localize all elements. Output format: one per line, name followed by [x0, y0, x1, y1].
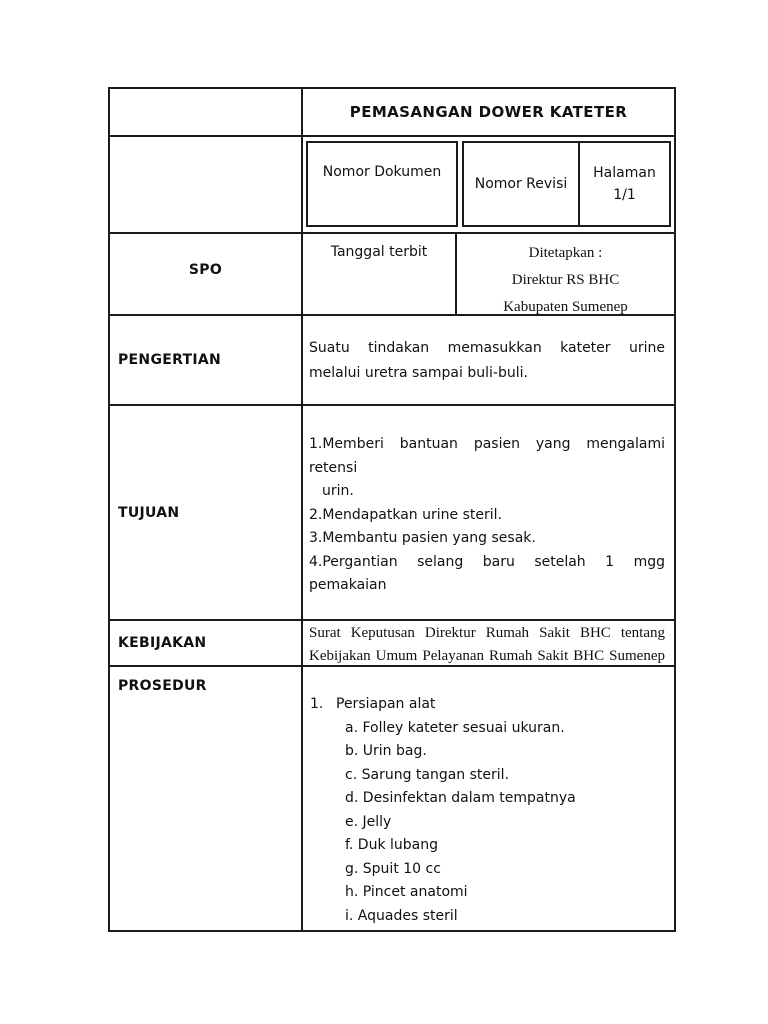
ditetapkan-line-1: Ditetapkan : — [528, 245, 603, 261]
prosedur-item: h. Pincet anatomi — [345, 884, 468, 900]
title-cell — [303, 89, 674, 135]
tujuan-line: 2.Mendapatkan urine steril. — [309, 506, 502, 523]
prosedur-step-text: Persiapan alat — [336, 696, 436, 712]
prosedur-item: c. Sarung tangan steril. — [345, 766, 510, 783]
spo-row — [110, 232, 674, 314]
revisi-halaman-box — [462, 141, 671, 227]
tanggal-terbit-label: Tanggal terbit — [330, 244, 428, 260]
document-title: PEMASANGAN DOWER KATETER — [349, 103, 628, 121]
prosedur-step-number: 1. — [310, 696, 324, 712]
pengertian-line: melalui uretra sampai buli-buli. — [309, 365, 528, 381]
header-boxes-cell — [303, 137, 674, 232]
nomor-dokumen-box — [306, 141, 458, 227]
tujuan-row — [110, 404, 674, 619]
prosedur-item: b. Urin bag. — [345, 743, 427, 759]
kebijakan-line: Kebijakan Umum Pelayanan Rumah Sakit BHC Sumenep — [309, 648, 665, 664]
prosedur-item-list — [310, 717, 665, 929]
tujuan-line: 3.Membantu pasien yang sesak. — [309, 530, 536, 546]
prosedur-label-cell — [110, 667, 303, 930]
kebijakan-line: Surat Keputusan Direktur Rumah Sakit BHC tentang — [309, 625, 665, 641]
title-row — [110, 89, 674, 135]
prosedur-row — [110, 665, 674, 930]
halaman-value: 1/1 — [613, 187, 636, 203]
tujuan-label-cell — [110, 406, 303, 619]
header-row-empty-cell — [110, 137, 303, 232]
title-row-empty-cell — [110, 89, 303, 135]
spo-label: SPO — [188, 262, 223, 278]
tanggal-terbit-cell — [303, 234, 457, 314]
kebijakan-label: KEBIJAKAN — [118, 635, 207, 651]
kebijakan-row — [110, 619, 674, 665]
ditetapkan-cell — [457, 234, 674, 314]
header-row — [110, 135, 674, 232]
nomor-dokumen-label: Nomor Dokumen — [322, 164, 442, 180]
prosedur-item: a. Folley kateter sesuai ukuran. — [345, 719, 565, 736]
prosedur-label: PROSEDUR — [118, 678, 207, 694]
tujuan-line: 1.Memberi bantuan pasien yang mengalami — [309, 436, 665, 452]
nomor-revisi-cell — [464, 143, 580, 225]
halaman-label: Halaman — [593, 165, 656, 181]
prosedur-item: f. Duk lubang — [345, 837, 439, 853]
kebijakan-content — [303, 621, 674, 665]
nomor-revisi-label: Nomor Revisi — [474, 176, 568, 192]
pengertian-label-cell — [110, 316, 303, 404]
prosedur-content — [303, 667, 674, 930]
pengertian-content — [303, 316, 674, 404]
tujuan-label: TUJUAN — [118, 504, 180, 521]
ditetapkan-line-2: Direktur RS BHC — [511, 272, 620, 288]
prosedur-step-1 — [310, 693, 665, 717]
tujuan-line: pemakaian — [309, 577, 387, 593]
spo-document-table — [108, 87, 676, 932]
pengertian-label: PENGERTIAN — [118, 352, 222, 368]
prosedur-item: e. Jelly — [345, 813, 392, 830]
halaman-cell — [580, 143, 669, 225]
prosedur-item: i. Aquades steril — [345, 907, 458, 924]
prosedur-item: d. Desinfektan dalam tempatnya — [345, 790, 576, 806]
pengertian-row — [110, 314, 674, 404]
prosedur-item: g. Spuit 10 cc — [345, 860, 441, 877]
tujuan-line: 4.Pergantian selang baru setelah 1 mgg — [309, 553, 665, 570]
tujuan-line: retensi — [309, 459, 358, 476]
tujuan-content — [303, 406, 674, 619]
tujuan-line: urin. — [322, 483, 354, 499]
kebijakan-label-cell — [110, 621, 303, 665]
ditetapkan-line-3: Kabupaten Sumenep — [503, 299, 628, 315]
spo-cell — [110, 234, 303, 314]
pengertian-line: Suatu tindakan memasukkan kateter urine — [309, 340, 665, 356]
